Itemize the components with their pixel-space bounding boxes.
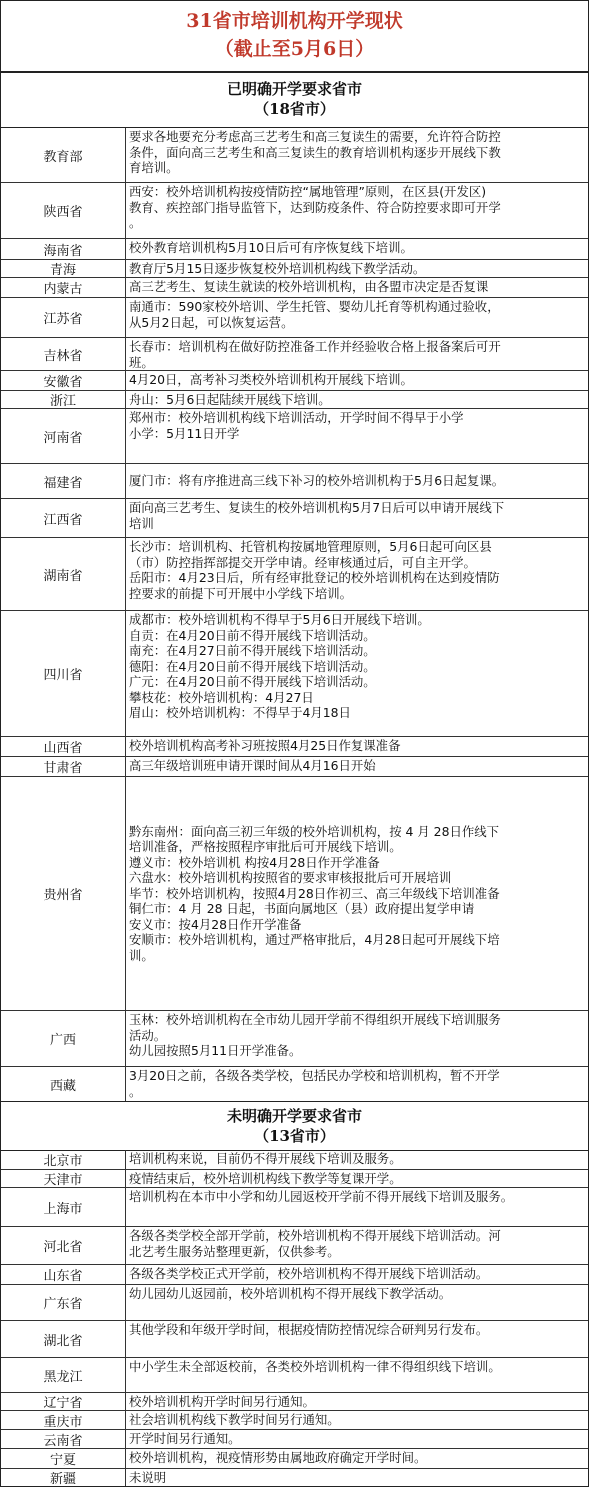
- policy-text-cell: [129, 737, 584, 757]
- table-row: [1, 391, 588, 409]
- policy-text-cell: [129, 1188, 584, 1227]
- policy-text-line: 班。: [129, 354, 154, 370]
- policy-text-line: 培训: [129, 515, 154, 531]
- table-row: [1, 260, 588, 278]
- province-cell: 西藏: [1, 1067, 126, 1101]
- policy-text-line: 培训机构来说，目前仍不得开展线下培训及服务。: [129, 1151, 402, 1166]
- province-cell: 云南省: [1, 1430, 126, 1448]
- policy-text-line: 玉林：校外培训机构在全市幼儿园开学前不得组织开展线下培训服务: [129, 1012, 501, 1027]
- policy-text-line: 眉山：校外培训机构：不得早于4月18日: [129, 705, 351, 720]
- policy-text-line: 厦门市：将有序推进高三线下补习的校外培训机构于5月6日起复课。: [129, 473, 505, 489]
- policy-text-line: 长春市：培训机构在做好防控准备工作并经验收合格上报备案后可开: [129, 339, 501, 354]
- policy-text-line: （市）防控指挥部提交开学申请。经审核通过后，可自主开学。: [129, 554, 476, 570]
- policy-text-line: 控要求的前提下可开展中小学线下培训。: [129, 585, 353, 601]
- section-unconfirmed-count: （13省市）: [254, 1127, 335, 1145]
- policy-text-line: 社会培训机构线下教学时间另行通知。: [129, 1412, 340, 1427]
- policy-text-cell: [129, 464, 584, 498]
- policy-text-line: 广元：在4月20日前不得开展线下培训活动。: [129, 674, 376, 689]
- table-row: [1, 371, 588, 391]
- table-row: [1, 737, 588, 757]
- province-cell: 福建省: [1, 464, 126, 498]
- province-cell: 山东省: [1, 1265, 126, 1284]
- province-cell: 重庆市: [1, 1411, 126, 1429]
- policy-text-cell: [129, 1321, 584, 1358]
- province-cell: 湖南省: [1, 538, 126, 610]
- policy-text-line: 其他学段和年级开学时间，根据疫情防控情况综合研判另行发布。: [129, 1322, 489, 1337]
- policy-text-line: 育培训。: [129, 160, 179, 175]
- province-cell: 天津市: [1, 1170, 126, 1187]
- policy-text-cell: [129, 298, 584, 338]
- policy-text-cell: [129, 1265, 584, 1285]
- policy-text-line: 攀枝花：校外培训机构：4月27日: [129, 689, 314, 705]
- policy-text-cell: [129, 260, 584, 278]
- policy-text-line: 从5月2日起，可以恢复运营。: [129, 314, 294, 330]
- table-row: [1, 1285, 588, 1321]
- policy-text-cell: [129, 1285, 584, 1321]
- main-title: 31省市培训机构开学现状: [186, 10, 403, 32]
- policy-text-line: 铜仁市：4 月 28 日起，书面向属地区（县）政府提出复学申请: [129, 901, 475, 917]
- policy-text-line: 岳阳市：4月23日后，所有经审批登记的校外培训机构在达到疫情防: [129, 570, 500, 585]
- policy-text-line: 黔东南州：面向高三初三年级的校外培训机构，按 4 月 28日作线下: [129, 823, 500, 839]
- policy-text-cell: [129, 371, 584, 391]
- province-cell: 辽宁省: [1, 1393, 126, 1410]
- policy-text-cell: [129, 338, 584, 371]
- policy-text-line: 条件，面向高三艺考生和高三复读生的教育培训机构逐步开展线下教: [129, 144, 501, 160]
- policy-text-line: 各级各类学校正式开学前，校外培训机构不得开展线下培训活动。: [129, 1266, 489, 1281]
- table-row: [1, 1449, 588, 1469]
- table-row: [1, 777, 588, 1011]
- table-row: [1, 1188, 588, 1227]
- policy-text-line: 南充：在4月27日前不得开展线下培训活动。: [129, 643, 376, 658]
- province-cell: 甘肃省: [1, 757, 126, 776]
- policy-text-cell: [129, 239, 584, 260]
- table-row: [1, 298, 588, 338]
- policy-text-line: 高三年级培训班申请开课时间从4月16日开始: [129, 758, 376, 773]
- policy-text-line: 3月20日之前，各级各类学校，包括民办学校和培训机构，暂不开学: [129, 1068, 500, 1083]
- policy-text-line: 小学：5月11日开学: [129, 425, 240, 441]
- policy-text-line: 。: [129, 215, 142, 230]
- policy-text-cell: [129, 757, 584, 777]
- policy-text-line: 开学时间另行通知。: [129, 1431, 241, 1446]
- table-row: [1, 183, 588, 239]
- table-row: [1, 1011, 588, 1067]
- policy-text-line: 校外培训机构高考补习班按照4月25日作复课准备: [129, 738, 401, 753]
- main-subtitle: （截止至5月6日）: [214, 38, 375, 60]
- table-row: [1, 1469, 588, 1487]
- table-row: [1, 1411, 588, 1430]
- section-confirmed-title: 已明确开学要求省市: [226, 80, 362, 98]
- policy-text-line: 幼儿园幼儿返园前，校外培训机构不得开展线下教学活动。: [129, 1286, 452, 1301]
- table-row: [1, 239, 588, 260]
- policy-text-line: 中小学生未全部返校前，各类校外培训机构一律不得组织线下培训。: [129, 1359, 501, 1374]
- policy-text-cell: [129, 611, 584, 737]
- table-row: [1, 464, 588, 499]
- table-row: [1, 1067, 588, 1102]
- policy-text-line: 培训机构在本市中小学和幼儿园返校开学前不得开展线下培训及服务。: [129, 1189, 514, 1204]
- policy-text-cell: [129, 777, 584, 1010]
- table-row: [1, 757, 588, 777]
- policy-text-cell: [129, 1469, 584, 1487]
- table-row: [1, 499, 588, 538]
- policy-text-cell: [129, 1150, 584, 1170]
- policy-text-cell: [129, 128, 584, 183]
- policy-text-line: 要求各地要充分考虑高三艺考生和高三复读生的需要，允许符合防控: [129, 129, 501, 144]
- province-cell: 江苏省: [1, 298, 126, 337]
- policy-text-line: 校外培训机构开学时间另行通知。: [129, 1394, 315, 1409]
- policy-text-line: 郑州市：校外培训机构线下培训活动，开学时间不得早于小学: [129, 410, 464, 425]
- policy-text-cell: [129, 499, 584, 538]
- policy-text-line: 六盘水：校外培训机构按照省的要求审核报批后可开展培训: [129, 870, 452, 886]
- province-cell: 山西省: [1, 737, 126, 756]
- table-row: [1, 1321, 588, 1358]
- policy-text-line: 校外教育培训机构5月10日后可有序恢复线下培训。: [129, 240, 413, 255]
- policy-text-cell: [129, 1411, 584, 1430]
- policy-text-line: 德阳：在4月20日前不得开展线下培训活动。: [129, 658, 376, 674]
- province-cell: 浙江: [1, 391, 126, 408]
- policy-text-line: 活动。: [129, 1027, 167, 1043]
- policy-text-cell: [129, 1358, 584, 1393]
- province-cell: 上海市: [1, 1188, 126, 1226]
- policy-text-cell: [129, 1170, 584, 1188]
- policy-text-line: 安义市：按4月28日作开学准备: [129, 916, 302, 932]
- table-row: [1, 409, 588, 464]
- policy-text-cell: [129, 1430, 584, 1449]
- province-cell: 内蒙古: [1, 278, 126, 297]
- policy-text-line: 南通市：590家校外培训、学生托管、婴幼儿托育等机构通过验收，: [129, 299, 500, 314]
- policy-text-cell: [129, 278, 584, 298]
- policy-text-line: 训。: [129, 947, 154, 963]
- table-row: [1, 278, 588, 298]
- province-cell: 黑龙江: [1, 1358, 126, 1392]
- table-row: [1, 128, 588, 183]
- province-cell: 江西省: [1, 499, 126, 537]
- policy-text-cell: [129, 1449, 584, 1469]
- table-row: [1, 1430, 588, 1449]
- title-block: [1, 1, 588, 72]
- section-unconfirmed-title: 未明确开学要求省市: [226, 1107, 362, 1125]
- province-cell: 四川省: [1, 611, 126, 736]
- policy-text-line: 长沙市：培训机构、托管机构按属地管理原则，5月6日起可向区县: [129, 539, 492, 554]
- policy-text-line: 舟山：5月6日起陆续开展线下培训。: [129, 392, 331, 407]
- table-row: [1, 611, 588, 737]
- province-cell: 宁夏: [1, 1449, 126, 1468]
- section-unconfirmed-header: [1, 1101, 588, 1151]
- policy-text-line: 成都市：校外培训机构不得早于5月6日开展线下培训。: [129, 612, 430, 627]
- table-row: [1, 1265, 588, 1285]
- table-row: [1, 538, 588, 611]
- policy-text-line: 教育厅5月15日逐步恢复校外培训机构线下教学活动。: [129, 261, 426, 276]
- table-row: [1, 1393, 588, 1411]
- policy-text-cell: [129, 1011, 584, 1067]
- province-cell: 贵州省: [1, 777, 126, 1010]
- province-cell: 北京市: [1, 1150, 126, 1169]
- policy-text-cell: [129, 183, 584, 239]
- province-cell: 广东省: [1, 1285, 126, 1320]
- province-cell: 广西: [1, 1011, 126, 1066]
- province-cell: 教育部: [1, 128, 126, 182]
- policy-text-line: 面向高三艺考生、复读生的校外培训机构5月7日后可以申请开展线下: [129, 500, 505, 515]
- policy-text-cell: [129, 391, 584, 409]
- policy-text-line: 培训准备，严格按照程序审批后可开展线下培训。: [129, 839, 402, 855]
- policy-text-line: 4月20日，高考补习类校外培训机构开展线下培训。: [129, 372, 413, 387]
- policy-text-line: 遵义市：校外培训机 构按4月28日作开学准备: [129, 854, 380, 870]
- policy-text-cell: [129, 1067, 584, 1102]
- policy-text-line: 校外培训机构，视疫情形势由属地政府确定开学时间。: [129, 1450, 427, 1465]
- section-confirmed-header: [1, 72, 588, 128]
- province-cell: 新疆: [1, 1469, 126, 1486]
- table-row: [1, 1358, 588, 1393]
- section-confirmed-count: （18省市）: [254, 100, 335, 118]
- policy-text-line: 各级各类学校全部开学前，校外培训机构不得开展线下培训活动。河: [129, 1228, 501, 1243]
- province-cell: 河南省: [1, 409, 126, 463]
- policy-text-line: 。: [129, 1083, 142, 1099]
- province-cell: 吉林省: [1, 338, 126, 370]
- policy-text-line: 教育、疾控部门指导监管下，达到防疫条件、符合防控要求即可开学: [129, 199, 501, 215]
- table-row: [1, 1150, 588, 1170]
- policy-text-line: 未说明: [129, 1470, 167, 1485]
- policy-text-line: 安顺市：校外培训机构，通过严格审批后，4月28日起可开展线下培: [129, 932, 500, 948]
- policy-text-line: 西安：校外培训机构按疫情防控“属地管理”原则，在区县(开发区): [129, 184, 487, 199]
- policy-text-line: 北艺考生服务站整理更新，仅供参考。: [129, 1243, 340, 1259]
- table-row: [1, 338, 588, 371]
- province-cell: 安徽省: [1, 371, 126, 390]
- province-cell: 陕西省: [1, 183, 126, 238]
- policy-text-line: 幼儿园按照5月11日开学准备。: [129, 1043, 302, 1058]
- policy-text-line: 毕节：校外培训机构，按照4月28日作初三、高三年级线下培训准备: [129, 885, 500, 901]
- province-cell: 青海: [1, 260, 126, 277]
- province-cell: 湖北省: [1, 1321, 126, 1357]
- policy-text-cell: [129, 1393, 584, 1411]
- province-cell: 海南省: [1, 239, 126, 259]
- policy-text-cell: [129, 1227, 584, 1265]
- table-row: [1, 1227, 588, 1265]
- policy-text-cell: [129, 409, 584, 464]
- policy-text-line: 疫情结束后，校外培训机构线下教学等复课开学。: [129, 1171, 402, 1186]
- policy-text-line: 自贡：在4月20日前不得开展线下培训活动。: [129, 627, 376, 643]
- policy-text-line: 高三艺考生、复读生就读的校外培训机构，由各盟市决定是否复课: [129, 279, 489, 294]
- table-row: [1, 1170, 588, 1188]
- province-cell: 河北省: [1, 1227, 126, 1264]
- policy-text-cell: [129, 538, 584, 611]
